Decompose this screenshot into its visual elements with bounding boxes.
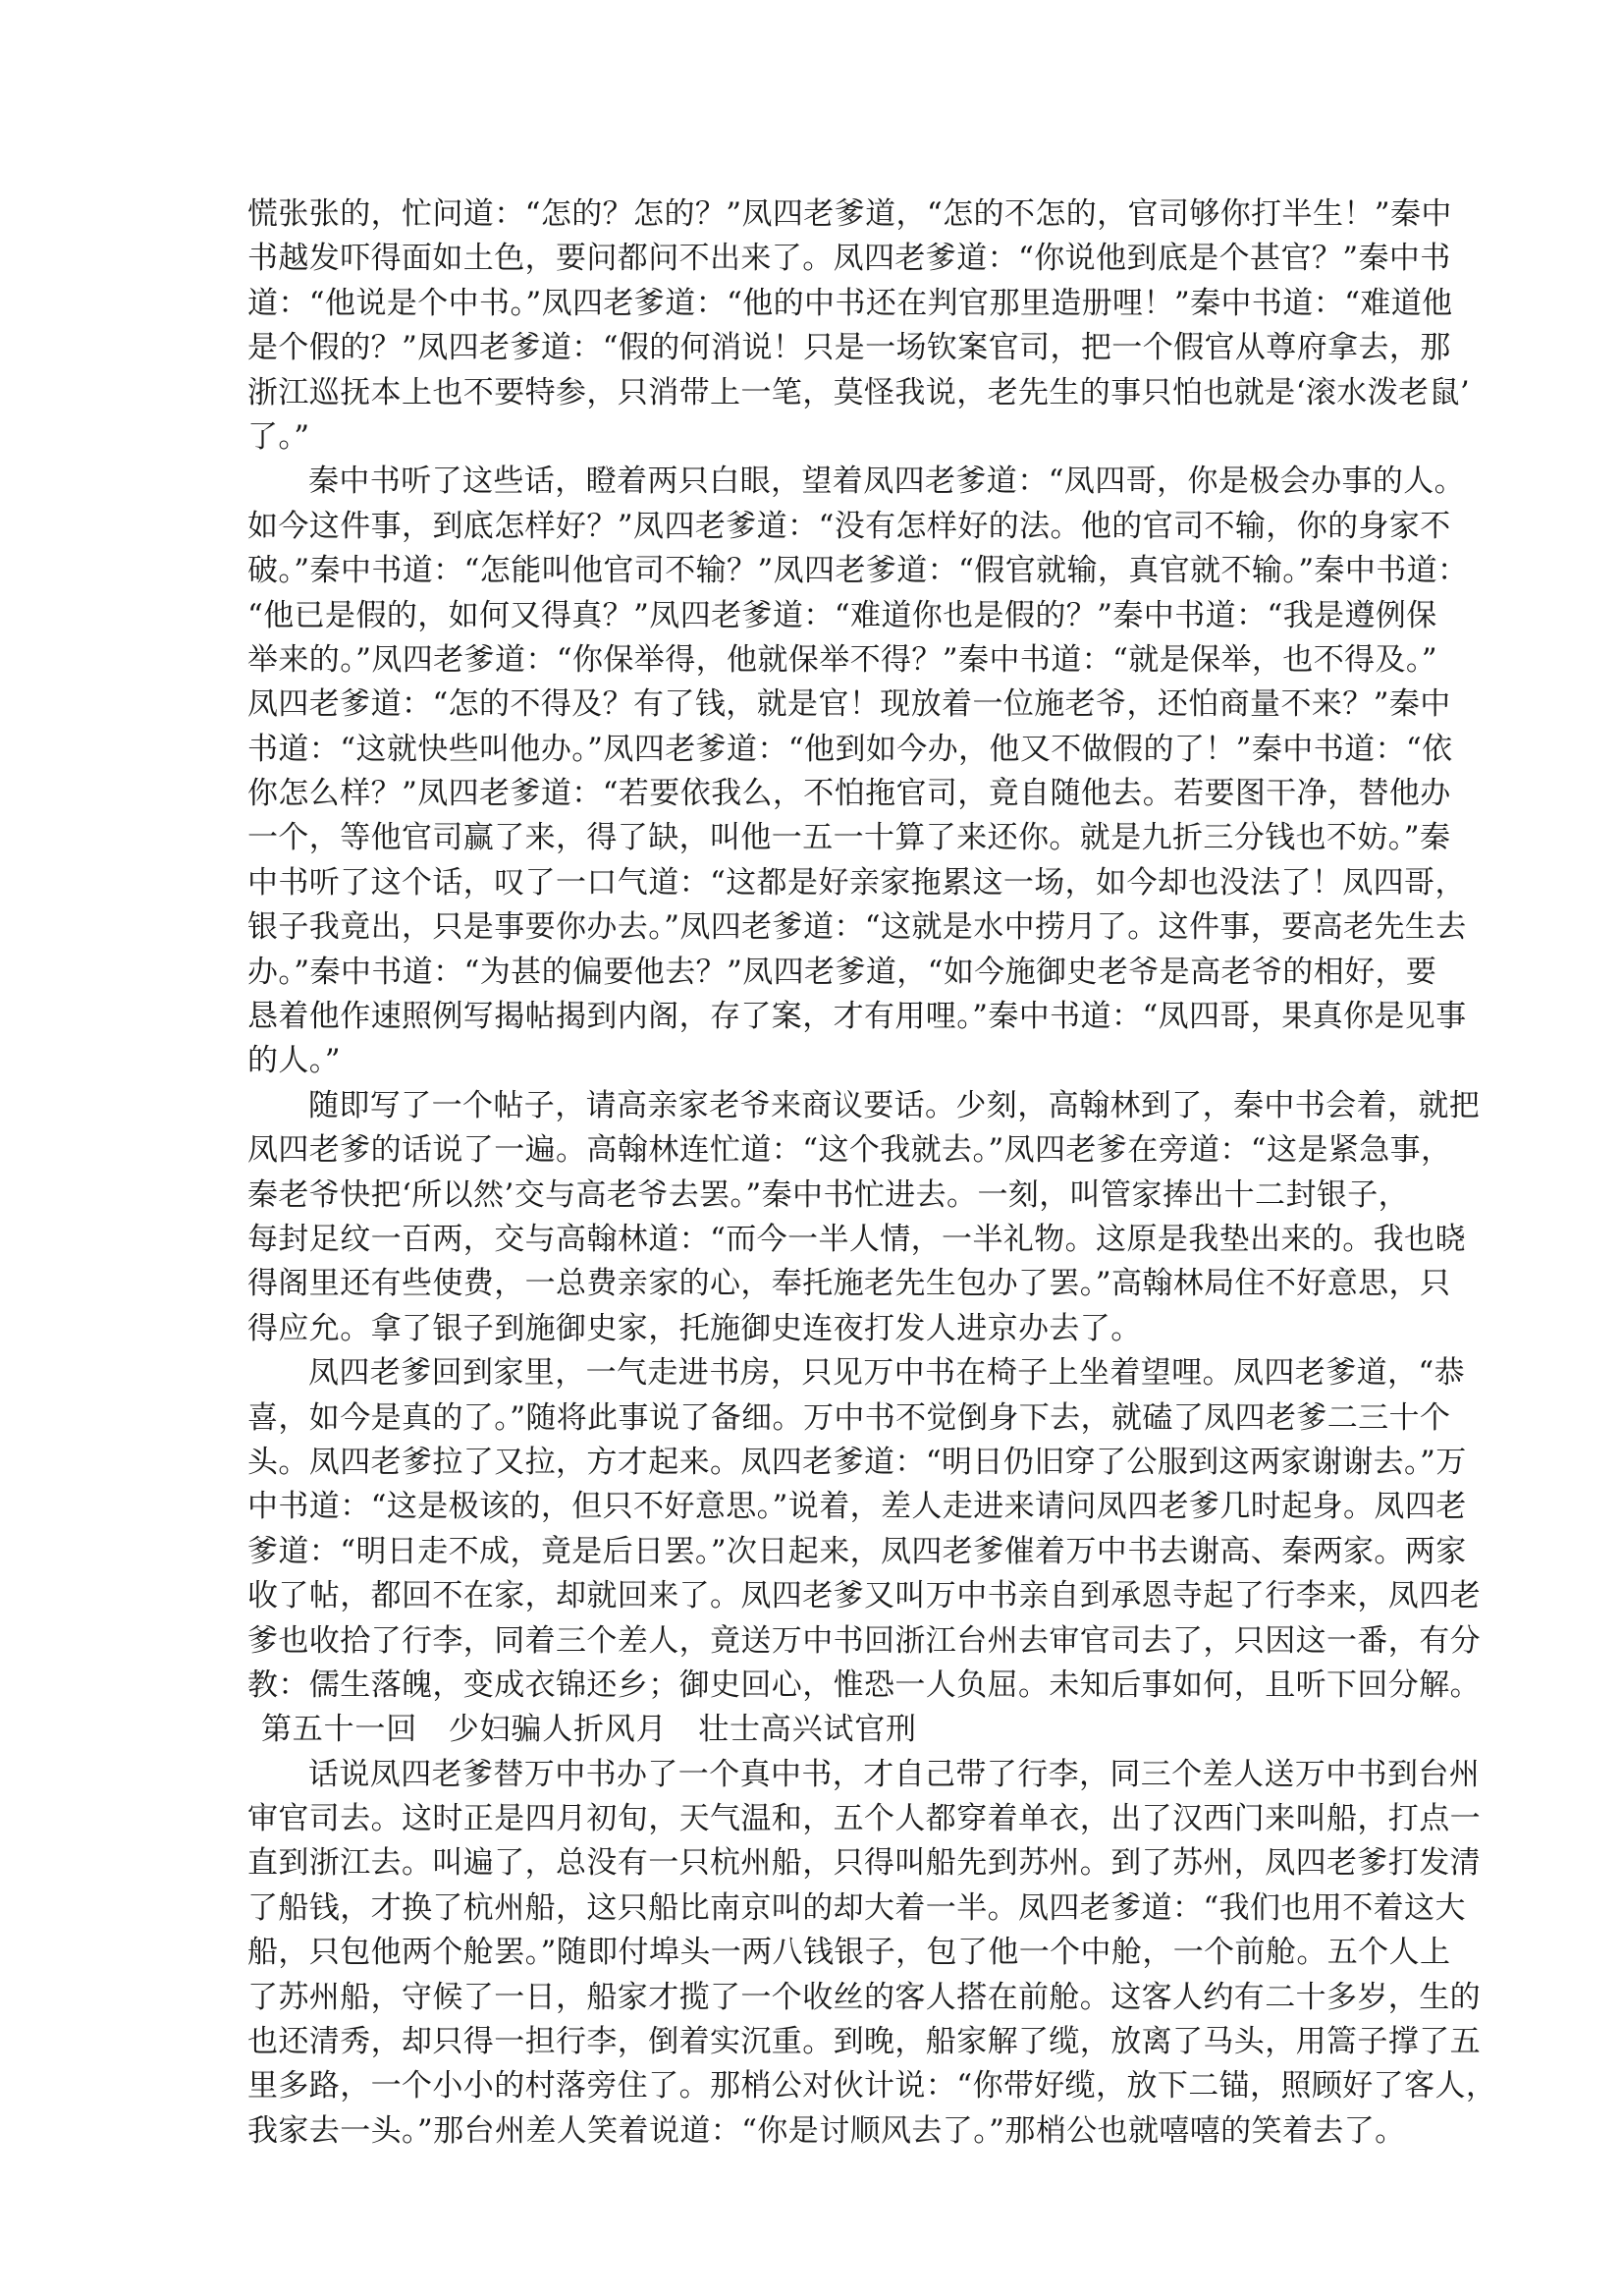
text-line: 我家去一头。”那台州差人笑着说道：“你是讨顺风去了。”那梢公也就嘻嘻的笑着去了。	[247, 2112, 1406, 2149]
text-line: 是个假的？”凤四老爹道：“假的何消说！只是一场钦案官司，把一个假官从尊府拿去，那	[247, 330, 1451, 366]
text-line: 破。”秦中书道：“怎能叫他官司不输？”凤四老爹道：“假官就输，真官就不输。”秦中书道：	[247, 553, 1469, 589]
text-line: 凤四老爹的话说了一遍。高翰林连忙道：“这个我就去。”凤四老爹在旁道：“这是紧急事，	[247, 1132, 1452, 1169]
text-line: “他已是假的，如何又得真？”凤四老爹道：“难道你也是假的？”秦中书道：“我是遵例保	[247, 597, 1437, 633]
text-line: 收了帖，都回不在家，却就回来了。凤四老爹又叫万中书亲自到承恩寺起了行李来，凤四老	[247, 1578, 1481, 1614]
text-line: 中书道：“这是极该的，但只不好意思。”说着，差人走进来请问凤四老爹几时起身。凤四老	[247, 1489, 1467, 1525]
text-line: 中书听了这个话，叹了一口气道：“这都是好亲家拖累这一场，如今却也没法了！凤四哥，	[247, 864, 1466, 901]
text-line: 恳着他作速照例写揭帖揭到内阁，存了案，才有用哩。”秦中书道：“凤四哥，果真你是见事	[247, 999, 1467, 1035]
text-line: 头。凤四老爹拉了又拉，方才起来。凤四老爹道：“明日仍旧穿了公服到这两家谢谢去。”万	[247, 1444, 1467, 1480]
text-line: 喜，如今是真的了。”随将此事说了备细。万中书不觉倒身下去，就磕了凤四老爹二三十个	[247, 1399, 1451, 1436]
text-line: 你怎么样？”凤四老爹道：“若要依我么，不怕拖官司，竟自随他去。若要图干净，替他办	[247, 776, 1451, 812]
text-line: 了。”	[247, 418, 310, 455]
text-line: 了苏州船，守候了一日，船家才揽了一个收丝的客人搭在前舱。这客人约有二十多岁，生的	[247, 1979, 1481, 2015]
text-line: 凤四老爹道：“怎的不得及？有了钱，就是官！现放着一位施老爷，还怕商量不来？”秦中	[247, 686, 1451, 723]
paragraph-first-line: 秦中书听了这些话，瞪着两只白眼，望着凤四老爹道：“凤四哥，你是极会办事的人。	[308, 464, 1466, 500]
text-line: 道：“他说是个中书。”凤四老爹道：“他的中书还在判官那里造册哩！”秦中书道：“难道他	[247, 285, 1453, 321]
text-line: 办。”秦中书道：“为甚的偏要他去？”凤四老爹道，“如今施御史老爷是高老爷的相好，要	[247, 954, 1437, 990]
paragraph-first-line: 随即写了一个帖子，请高亲家老爷来商议要话。少刻，高翰林到了，秦中书会着，就把	[308, 1087, 1481, 1123]
text-line: 慌张张的，忙问道：“怎的？怎的？”凤四老爹道，“怎的不怎的，官司够你打半生！”秦中	[247, 196, 1452, 232]
text-line: 了船钱，才换了杭州船，这只船比南京叫的却大着一半。凤四老爹道：“我们也用不着这大	[247, 1889, 1466, 1926]
text-line: 书道：“这就快些叫他办。”凤四老爹道：“他到如今办，他又不做假的了！”秦中书道：“依	[247, 731, 1453, 767]
text-line: 教：儒生落魄，变成衣锦还乡；御史回心，惟恐一人负屈。未知后事如何，且听下回分解。	[247, 1667, 1481, 1703]
text-line: 爹道：“明日走不成，竟是后日罢。”次日起来，凤四老爹催着万中书去谢高、秦两家。两家	[247, 1533, 1467, 1569]
text-line: 船，只包他两个舱罢。”随即付埠头一两八钱银子，包了他一个中舱，一个前舱。五个人上	[247, 1935, 1451, 1971]
text-line: 如今这件事，到底怎样好？”凤四老爹道：“没有怎样好的法。他的官司不输，你的身家不	[247, 508, 1451, 544]
text-line: 每封足纹一百两，交与高翰林道：“而今一半人情，一半礼物。这原是我垫出来的。我也晓	[247, 1221, 1466, 1257]
text-line: 审官司去。这时正是四月初旬，天气温和，五个人都穿着单衣，出了汉西门来叫船，打点一	[247, 1801, 1481, 1837]
text-line: 举来的。”凤四老爹道：“你保举得，他就保举不得？”秦中书道：“就是保举，也不得及。”	[247, 641, 1438, 678]
text-line: 里多路，一个小小的村落旁住了。那梢公对伙计说：“你带好缆，放下二锚，照顾好了客人，	[247, 2068, 1497, 2105]
text-line: 秦老爷快把‘所以然’交与高老爷去罢。”秦中书忙进去。一刻，叫管家捧出十二封银子，	[247, 1176, 1410, 1213]
chapter-heading: 第五十一回 少妇骗人折风月 壮士高兴试官刑	[261, 1712, 917, 1748]
paragraph-first-line: 凤四老爹回到家里，一气走进书房，只见万中书在椅子上坐着望哩。凤四老爹道，“恭	[308, 1355, 1466, 1392]
text-line: 得阁里还有些使费，一总费亲家的心，奉托施老先生包办了罢。”高翰林局住不好意思，只	[247, 1266, 1451, 1302]
text-line: 的人。”	[247, 1043, 341, 1079]
text-line: 一个，等他官司赢了来，得了缺，叫他一五一十算了来还你。就是九折三分钱也不妨。”秦	[247, 820, 1451, 856]
text-line: 也还清秀，却只得一担行李，倒着实沉重。到晚，船家解了缆，放离了马头，用篙子撑了五	[247, 2024, 1481, 2060]
text-line: 得应允。拿了银子到施御史家，托施御史连夜打发人进京办去了。	[247, 1310, 1142, 1346]
paragraph-first-line: 话说凤四老爹替万中书办了一个真中书，才自己带了行李，同三个差人送万中书到台州	[308, 1756, 1481, 1792]
document-page	[247, 192, 1497, 2154]
text-line: 银子我竟出，只是事要你办去。”凤四老爹道：“这就是水中捞月了。这件事，要高老先生去	[247, 909, 1467, 946]
text-line: 直到浙江去。叫遍了，总没有一只杭州船，只得叫船先到苏州。到了苏州，凤四老爹打发清	[247, 1845, 1481, 1882]
text-line: 爹也收拾了行李，同着三个差人，竟送万中书回浙江台州去审官司去了，只因这一番，有分	[247, 1622, 1481, 1659]
text-line: 浙江巡抚本上也不要特参，只消带上一笔，莫怪我说，老先生的事只怕也就是‘滚水泼老鼠’	[247, 374, 1471, 410]
text-line: 书越发吓得面如土色，要问都问不出来了。凤四老爹道：“你说他到底是个甚官？”秦中书	[247, 241, 1451, 277]
